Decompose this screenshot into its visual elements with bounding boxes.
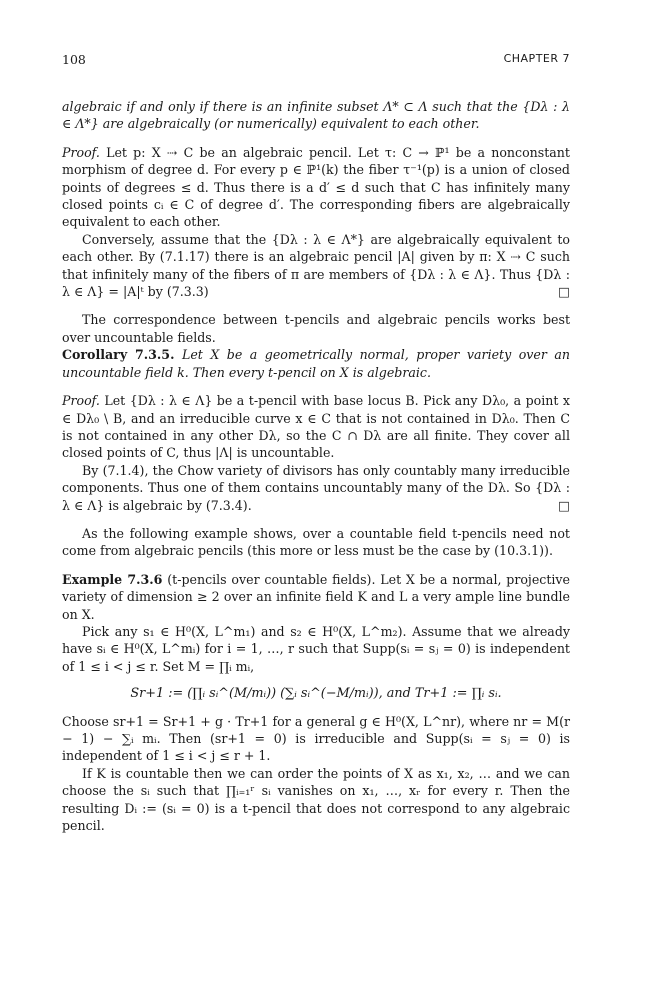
- page-number: 108: [62, 52, 86, 67]
- paragraph-countable: As the following example shows, over a countable field t-pencils need not come from algebraic pencils (this more or less must be the case by (10.3.1)).: [62, 525, 570, 559]
- paragraph-conclusion: If K is countable then we can order the points of X as x₁, x₂, … and we can choose the sᵢ such that ∏ᵢ₌₁ʳ sᵢ vanishes on x₁, …, xᵣ for every r. Then the resulting Dᵢ := (sᵢ = 0) is a t-pencil that does not correspond to any algebraic pencil.: [62, 765, 570, 834]
- corollary-text: Let X be a geometrically normal, proper variety over an uncountable field k. Then every t-pencil on X is algebraic.: [62, 347, 570, 380]
- example-label: Example 7.3.6: [62, 571, 163, 587]
- running-header: [62, 52, 570, 72]
- proof-text: Let p: X ⇢ C be an algebraic pencil. Let τ: C → ℙ¹ be a nonconstant morphism of degree d. For every p ∈ ℙ¹(k) the fiber τ⁻¹(p) is a union of closed points of degrees ≤ d. Thus there is a d′ ≤ d such that C has infinitely many closed points cᵢ ∈ C of degree d′. The corresponding fibers are algebraically equivalent to each other.: [62, 144, 570, 230]
- paragraph-proof-1: [62, 144, 570, 231]
- corollary: [62, 346, 570, 381]
- chapter-title: CHAPTER 7: [503, 52, 570, 65]
- paragraph-theorem-continuation: algebraic if and only if there is an infinite subset Λ* ⊂ Λ such that the {Dλ : λ ∈ Λ*} are algebraically (or numerically) equivalent to each other.: [62, 99, 570, 132]
- paragraph-chow: [62, 462, 570, 514]
- display-formula: Sr+1 := (∏ᵢ sᵢ^(M/mᵢ)) (∑ᵢ sᵢ^(−M/mᵢ)), and Tr+1 := ∏ᵢ sᵢ.: [130, 686, 502, 702]
- paragraph-construction: Pick any s₁ ∈ H⁰(X, L^m₁) and s₂ ∈ H⁰(X, L^m₂). Assume that we already have sᵢ ∈ H⁰(X, L^mᵢ) for i = 1, …, r such that Supp(sᵢ = sⱼ = 0) is independent of 1 ≤ i < j ≤ r. Set M = ∏ᵢ mᵢ,: [62, 623, 570, 674]
- text-body: [62, 98, 570, 834]
- qed-symbol: □: [558, 284, 570, 300]
- converse-text: Conversely, assume that the {Dλ : λ ∈ Λ*} are algebraically equivalent to each other. By (7.1.17) there is an algebraic pencil |A| given by π: X ⇢ C such that infinitely many of the fibers of π are members of {Dλ : λ ∈ Λ}. Thus {Dλ : λ ∈ Λ} = |A|ᵗ by (7.3.3): [62, 231, 570, 300]
- paragraph-proof-1-converse: [62, 231, 570, 301]
- paragraph-proof-2: [62, 392, 570, 462]
- example-title: (t-pencils over countable fields).: [167, 571, 376, 587]
- proof-label: Proof.: [62, 144, 100, 160]
- proof-text: Let {Dλ : λ ∈ Λ} be a t-pencil with base locus B. Pick any Dλ₀, a point x ∈ Dλ₀ \ B, and an irreducible curve x ∈ C that is not contained in Dλ₀. Then C is not contained in any other Dλ, so the C ∩ Dλ are all finite. They cover all closed points of C, thus |Λ| is uncountable.: [62, 393, 571, 461]
- example-text: Let X be a normal, projective variety of dimension ≥ 2 over an infinite field K and L a very ample line bundle on X.: [62, 571, 570, 622]
- qed-symbol: □: [558, 497, 570, 513]
- chow-text: By (7.1.4), the Chow variety of divisors has only countably many irreducible components. Thus one of them contains uncountably many of the Dλ. So {Dλ : λ ∈ Λ} is algebraic by (7.3.4).: [62, 462, 570, 513]
- example: [62, 571, 570, 623]
- paragraph-correspondence: The correspondence between t-pencils and algebraic pencils works best over uncountable fields.: [62, 312, 570, 345]
- paragraph-choose: Choose sr+1 = Sr+1 + g · Tr+1 for a general g ∈ H⁰(X, L^nr), where nr = M(r − 1) − ∑ᵢ mᵢ. Then (sr+1 = 0) is irreducible and Supp(sᵢ = sⱼ = 0) is independent of 1 ≤ i < j ≤ r + 1.: [62, 713, 570, 764]
- proof-label: Proof.: [62, 393, 100, 409]
- corollary-label: Corollary 7.3.5.: [62, 347, 175, 363]
